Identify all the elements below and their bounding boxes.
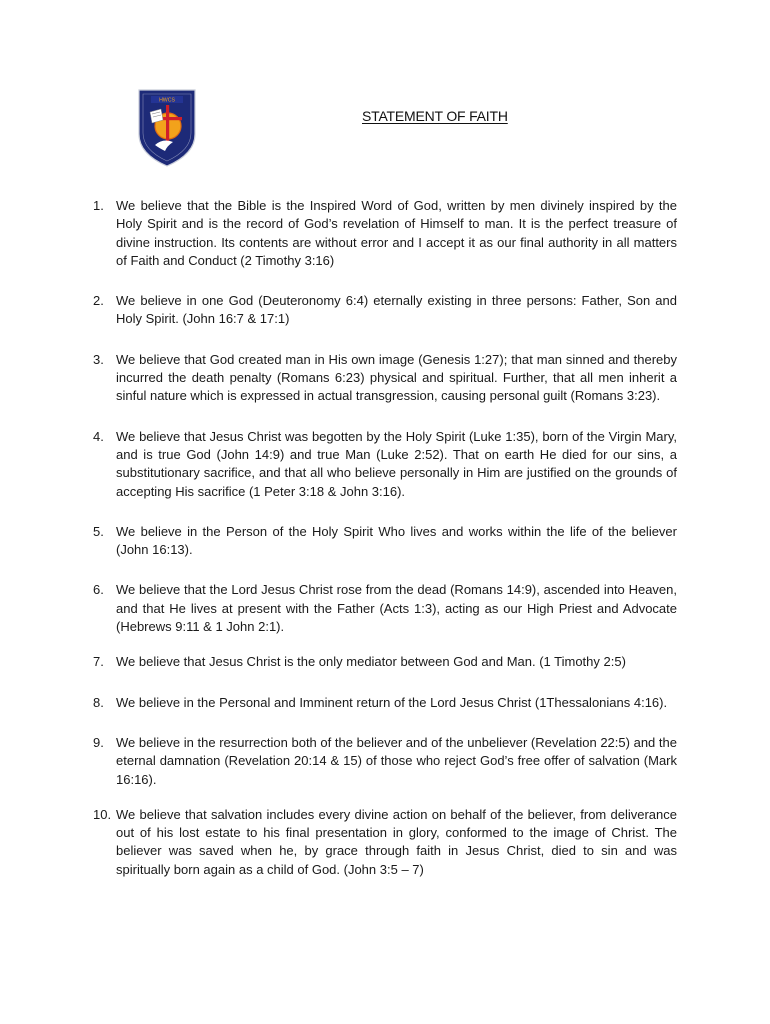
item-text: We believe that the Lord Jesus Christ rose from the dead (Romans 14:9), ascended into Heaven, and that He lives at present with the Father (Acts 1:3), acting as our High Priest and Advocate (Hebrews 9:11 & 1 John 2:1). [116,582,677,635]
item-number: 10. [93,806,112,822]
item-text: We believe in the Personal and Imminent return of the Lord Jesus Christ (1Thessalonians 4:16). [116,694,668,710]
item-text: We believe in one God (Deuteronomy 6:4) eternally existing in three persons: Father, Son and Holy Spirit. (John 16:7 & 17:1) [116,293,677,327]
item-text: We believe that Jesus Christ is the only mediator between God and Man. (1 Timothy 2:5) [116,654,626,670]
item-number: 6. [93,582,104,598]
page-title: STATEMENT OF FAITH [362,108,508,124]
item-number: 1. [93,198,104,213]
list-item [93,523,677,560]
item-text: We believe that God created man in His own image (Genesis 1:27); that man sinned and thereby incurred the death penalty (Romans 6:23) physical and spiritual. Further, that all men inherit a sinful nature which is expressed in actual transgression, causing personal guilt (Romans 3:23). [116,351,677,404]
list-item [93,581,677,636]
statement-list [93,197,677,879]
item-text: We believe in the resurrection both of the believer and of the unbeliever (Revelation 22:5) and the eternal damnation (Revelation 20:14 & 15) of those who reject God’s free offer of salvation (Mark 16:16). [116,734,677,787]
item-number: 9. [93,734,104,750]
item-text: We believe that salvation includes every divine action on behalf of the believer, from deliverance out of his lost estate to his final presentation in glory, conformed to the image of Christ. The believer was saved when he, by grace through faith in Jesus Christ, died to sin and was spiritually born again as a child of God. (John 3:5 – 7) [116,806,677,877]
list-item [93,734,677,789]
list-item [93,351,677,406]
list-item [93,653,677,671]
school-crest-icon [137,88,197,168]
item-number: 2. [93,293,104,309]
list-item [93,694,677,712]
item-number: 3. [93,351,104,367]
list-item [93,428,677,501]
item-text: We believe that the Bible is the Inspired Word of God, written by men divinely inspired by the Holy Spirit and is the record of God’s revelation of Himself to man. It is the perfect treasure of divine instruction. Its contents are without error and I accept it as our final authority in all matters of Faith and Conduct (2 Timothy 3:16) [116,198,677,268]
item-number: 5. [93,523,104,539]
item-number: 8. [93,694,104,710]
crest-lettering: HWCS [159,97,175,104]
list-item [93,292,677,329]
item-text: We believe that Jesus Christ was begotten by the Holy Spirit (Luke 1:35), born of the Virgin Mary, and is true God (John 14:9) and true Man (Luke 2:52). That on earth He died for our sins, a substitutionary sacrifice, and that all who believe personally in Him are justified on the grounds of accepting His sacrifice (1 Peter 3:18 & John 3:16). [116,428,677,499]
item-text: We believe in the Person of the Holy Spirit Who lives and works within the life of the believer (John 16:13). [116,523,677,558]
list-item [93,806,677,879]
list-item [93,197,677,270]
item-number: 7. [93,654,104,670]
item-number: 4. [93,428,104,444]
